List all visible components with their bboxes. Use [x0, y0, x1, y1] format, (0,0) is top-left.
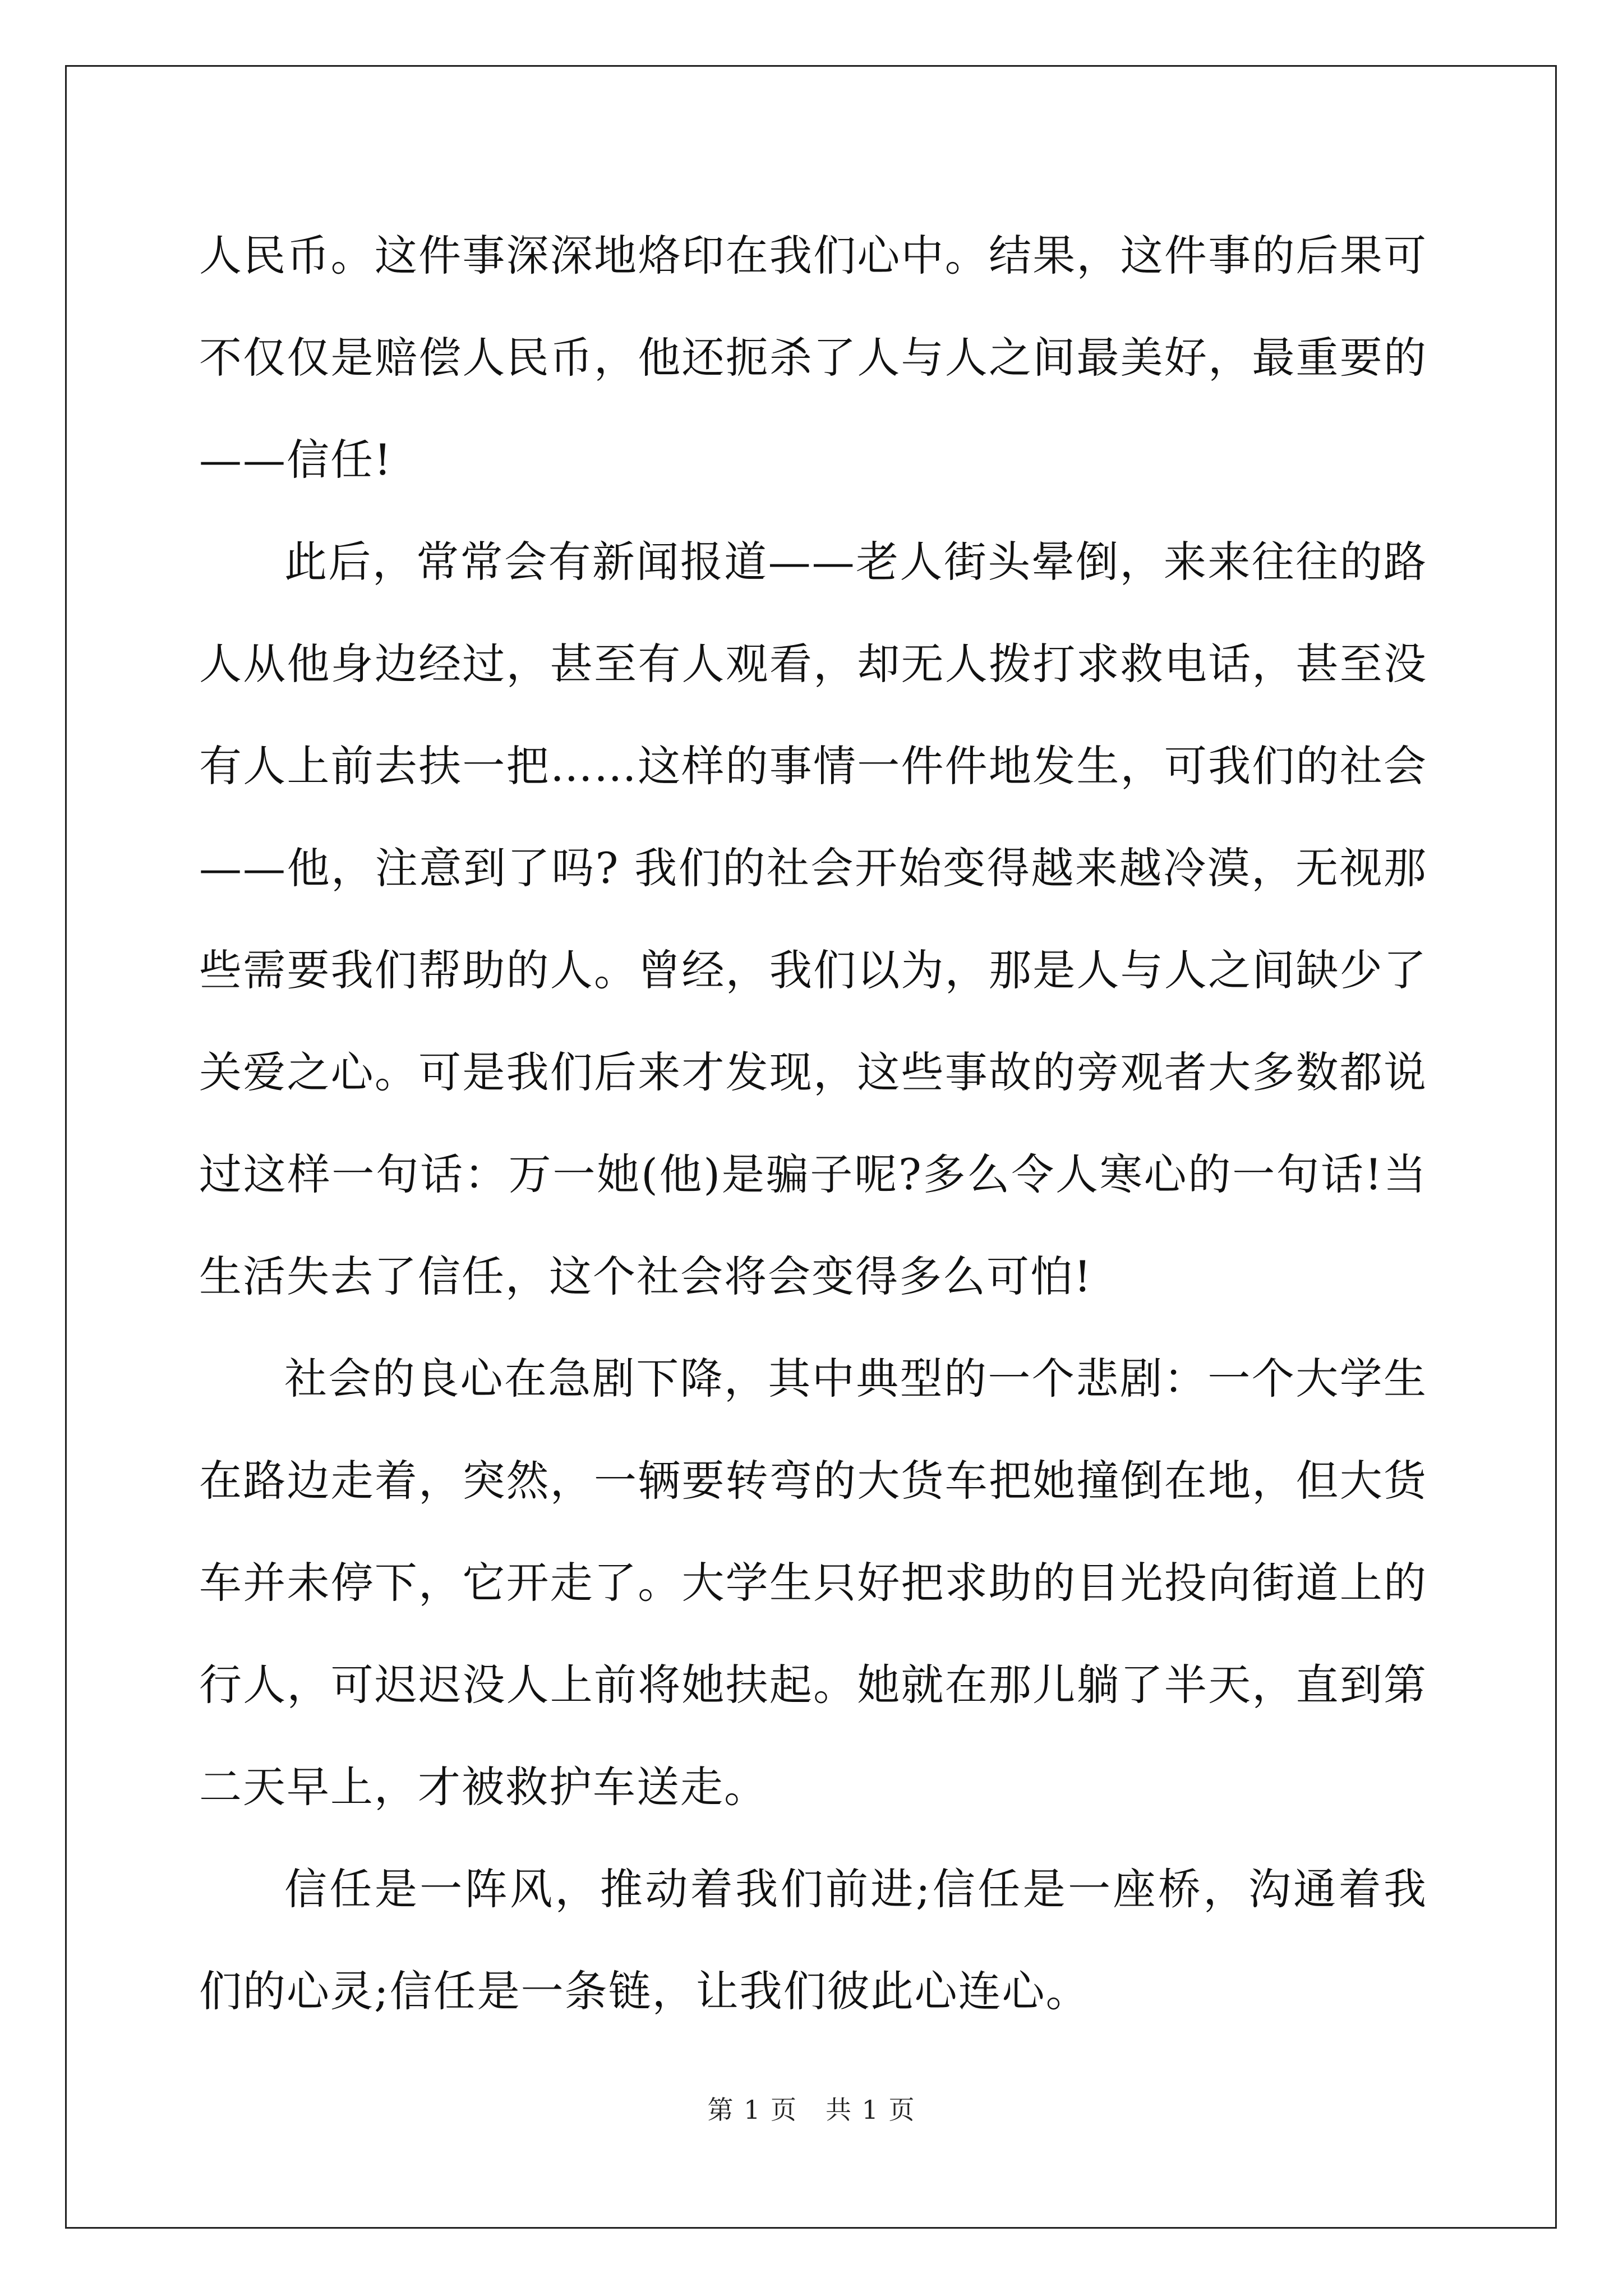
page-total: 共 1 页	[826, 2095, 916, 2125]
page-number: 第 1 页	[707, 2095, 797, 2125]
paragraph-3: 社会的良心在急剧下降，其中典型的一个悲剧：一个大学生在路边走着，突然，一辆要转弯的大货车把她撞倒在地，但大货车并未停下，它开走了。大学生只好把求助的目光投向街道上的行人，可迟迟没人上前将她扶起。她就在那儿躺了半天，直到第二天早上，才被救护车送走。	[199, 1354, 1427, 1812]
page-footer	[0, 2090, 1623, 2127]
document-body	[199, 205, 1427, 2042]
paragraph-2: 此后，常常会有新闻报道——老人街头晕倒，来来往往的路人从他身边经过，甚至有人观看，却无人拨打求救电话，甚至没有人上前去扶一把……这样的事情一件件地发生，可我们的社会——他，注意到了吗? 我们的社会开始变得越来越冷漠，无视那些需要我们帮助的人。曾经，我们以为，那是人与人之间缺少了关爱之心。可是我们后来才发现，这些事故的旁观者大多数都说过这样一句话：万一她(他)是骗子呢?多么令人寒心的一句话!当生活失去了信任，这个社会将会变得多么可怕!	[199, 537, 1427, 1301]
paragraph-1: 人民币。这件事深深地烙印在我们心中。结果，这件事的后果可不仅仅是赔偿人民币，他还扼杀了人与人之间最美好，最重要的——信任!	[199, 231, 1427, 485]
paragraph-4: 信任是一阵风，推动着我们前进;信任是一座桥，沟通着我们的心灵;信任是一条链，让我们彼此心连心。	[199, 1864, 1427, 2016]
